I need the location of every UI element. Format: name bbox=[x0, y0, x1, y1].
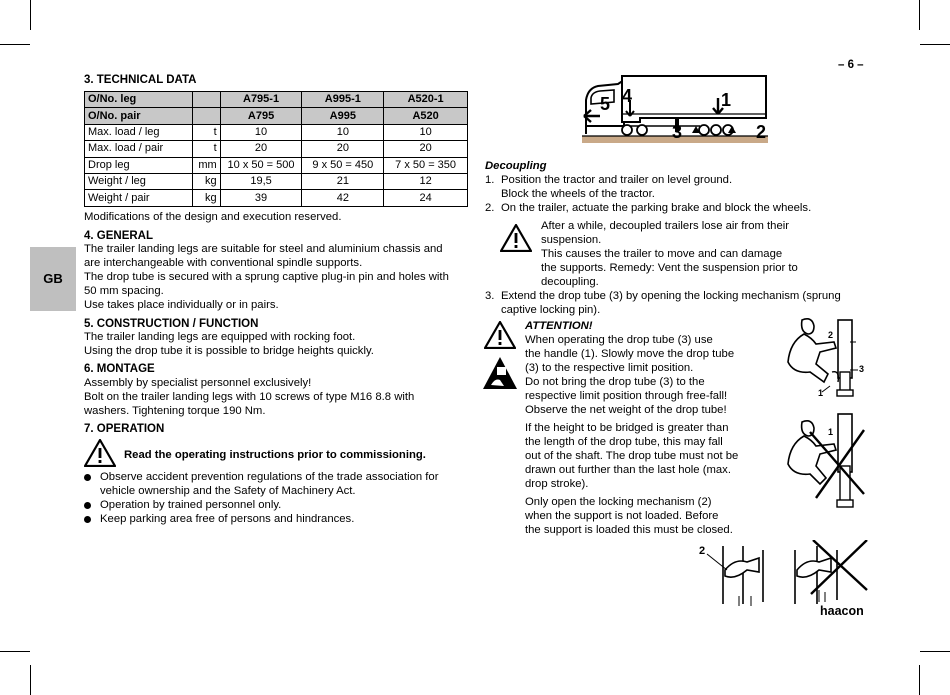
figure-label: 3 bbox=[859, 364, 865, 374]
figure-label: 1 bbox=[828, 427, 834, 437]
table-cell: 20 bbox=[220, 141, 302, 157]
table-cell: t bbox=[192, 141, 220, 157]
crop-mark bbox=[30, 0, 31, 30]
section-heading-montage: 6. MONTAGE bbox=[84, 363, 155, 375]
montage-text bbox=[84, 376, 474, 418]
attention-heading: ATTENTION! bbox=[525, 320, 593, 332]
table-cell bbox=[192, 92, 220, 108]
decoupling-heading: Decoupling bbox=[485, 160, 547, 172]
general-line: 50 mm spacing. bbox=[84, 285, 164, 297]
construction-line: The trailer landing legs are equipped with rocking foot. bbox=[84, 331, 356, 343]
crop-mark bbox=[920, 44, 950, 45]
table-cell: kg bbox=[192, 173, 220, 189]
table-cell: 10 bbox=[220, 124, 302, 140]
general-line: The drop tube is secured with a sprung captive plug-in pin and holes with bbox=[84, 271, 449, 283]
locking-line: when the support is not loaded. Before bbox=[525, 510, 719, 522]
list-item bbox=[84, 498, 474, 512]
table-cell: 7 x 50 = 350 bbox=[384, 157, 468, 173]
table-row bbox=[85, 173, 468, 189]
height-line: drop stroke). bbox=[525, 478, 589, 490]
warning-line: This causes the trailer to move and can damage bbox=[541, 248, 783, 260]
table-cell: Max. load / pair bbox=[85, 141, 193, 157]
table-cell: t bbox=[192, 124, 220, 140]
table-cell: 9 x 50 = 450 bbox=[302, 157, 384, 173]
height-text bbox=[525, 421, 775, 491]
table-cell: A995-1 bbox=[302, 92, 384, 108]
overextension-figure bbox=[780, 410, 870, 512]
bullet-line: Operation by trained personnel only. bbox=[100, 499, 282, 511]
step-number: 1. bbox=[485, 174, 495, 186]
construction-line: Using the drop tube it is possible to bridge heights quickly. bbox=[84, 345, 374, 357]
table-cell bbox=[192, 108, 220, 124]
table-cell: 10 bbox=[384, 124, 468, 140]
montage-line: washers. Tightening torque 190 Nm. bbox=[84, 405, 266, 417]
table-cell: A520-1 bbox=[384, 92, 468, 108]
operating-figure bbox=[780, 312, 870, 400]
table-cell: O/No. leg bbox=[85, 92, 193, 108]
attention-line: respective limit position through free-fall! bbox=[525, 390, 728, 402]
figure-label: 2 bbox=[828, 330, 834, 340]
crop-mark bbox=[919, 665, 920, 695]
table-cell: 24 bbox=[384, 190, 468, 206]
montage-line: Bolt on the trailer landing legs with 10 screws of type M16 8.8 with bbox=[84, 391, 415, 403]
height-line: the length of the drop tube, this may fall bbox=[525, 436, 723, 448]
page-number: – 6 – bbox=[838, 59, 864, 71]
table-cell: 20 bbox=[302, 141, 384, 157]
montage-line: Assembly by specialist personnel exclusively! bbox=[84, 377, 312, 389]
table-row bbox=[85, 124, 468, 140]
table-cell: 19,5 bbox=[220, 173, 302, 189]
table-cell: 20 bbox=[384, 141, 468, 157]
technical-data-table bbox=[84, 91, 468, 207]
locking-line: Only open the locking mechanism (2) bbox=[525, 496, 712, 508]
table-header-row bbox=[85, 92, 468, 108]
attention-line: the handle (1). Slowly move the drop tube bbox=[525, 348, 735, 360]
table-row bbox=[85, 190, 468, 206]
language-tab: GB bbox=[30, 247, 76, 311]
table-header-row bbox=[85, 108, 468, 124]
general-line: are interchangeable with conventional spindle supports. bbox=[84, 257, 363, 269]
table-cell: 21 bbox=[302, 173, 384, 189]
suspension-warning-text bbox=[541, 219, 871, 289]
step-line: Block the wheels of the tractor. bbox=[501, 188, 655, 200]
height-line: If the height to be bridged is greater than bbox=[525, 422, 729, 434]
table-cell: O/No. pair bbox=[85, 108, 193, 124]
table-cell: Weight / leg bbox=[85, 173, 193, 189]
step-number: 2. bbox=[485, 202, 495, 214]
truck-label-5: 5 bbox=[600, 94, 611, 114]
list-item bbox=[84, 470, 474, 498]
crop-mark bbox=[0, 44, 30, 45]
warning-line: After a while, decoupled trailers lose air from their bbox=[541, 220, 790, 232]
falling-load-icon bbox=[482, 356, 518, 394]
table-cell: 12 bbox=[384, 173, 468, 189]
bullet-icon bbox=[84, 502, 91, 509]
general-text bbox=[84, 242, 474, 312]
attention-text bbox=[525, 333, 775, 417]
locking-mechanism-figure bbox=[695, 540, 870, 608]
step-line: Position the tractor and trailer on level ground. bbox=[501, 174, 733, 186]
locking-text bbox=[525, 495, 775, 537]
table-row bbox=[85, 141, 468, 157]
table-cell: Drop leg bbox=[85, 157, 193, 173]
table-row bbox=[85, 157, 468, 173]
table-cell: mm bbox=[192, 157, 220, 173]
table-cell: Weight / pair bbox=[85, 190, 193, 206]
table-cell: 42 bbox=[302, 190, 384, 206]
bullet-line: vehicle ownership and the Safety of Machinery Act. bbox=[100, 485, 356, 497]
truck-label-3: 3 bbox=[672, 122, 683, 142]
step-text bbox=[501, 173, 881, 201]
section-heading-operation: 7. OPERATION bbox=[84, 423, 165, 435]
table-cell: kg bbox=[192, 190, 220, 206]
table-cell: A795 bbox=[220, 108, 302, 124]
locking-line: the support is loaded this must be closed. bbox=[525, 524, 733, 536]
attention-line: Observe the net weight of the drop tube! bbox=[525, 404, 727, 416]
height-line: drawn out further than the last hole (max. bbox=[525, 464, 731, 476]
table-cell: 10 bbox=[302, 124, 384, 140]
table-cell: Max. load / leg bbox=[85, 124, 193, 140]
height-line: out of the shaft. The drop tube must not be bbox=[525, 450, 739, 462]
step-line: Extend the drop tube (3) by opening the locking mechanism (sprung bbox=[501, 290, 841, 302]
warning-line: suspension. bbox=[541, 234, 602, 246]
truck-label-2: 2 bbox=[756, 122, 767, 142]
crop-mark bbox=[920, 651, 950, 652]
general-line: The trailer landing legs are suitable for steel and aluminium chassis and bbox=[84, 243, 443, 255]
truck-label-4: 4 bbox=[622, 86, 633, 106]
section-heading-general: 4. GENERAL bbox=[84, 230, 154, 242]
table-cell: 10 x 50 = 500 bbox=[220, 157, 302, 173]
figure-label: 1 bbox=[818, 388, 824, 398]
attention-line: When operating the drop tube (3) use bbox=[525, 334, 713, 346]
warning-icon bbox=[500, 224, 532, 252]
bullet-line: Observe accident prevention regulations of the trade association for bbox=[100, 471, 439, 483]
section-heading-construction: 5. CONSTRUCTION / FUNCTION bbox=[84, 318, 259, 330]
step-line: On the trailer, actuate the parking brake and block the wheels. bbox=[501, 202, 812, 214]
technical-data-note: Modifications of the design and execution reserved. bbox=[84, 211, 342, 223]
section-heading-technical-data: 3. TECHNICAL DATA bbox=[84, 74, 197, 86]
bullet-icon bbox=[84, 474, 91, 481]
figure-label: 2 bbox=[699, 545, 706, 557]
table-cell: A520 bbox=[384, 108, 468, 124]
bullet-line: Keep parking area free of persons and hindrances. bbox=[100, 513, 355, 525]
general-line: Use takes place individually or in pairs. bbox=[84, 299, 279, 311]
attention-line: (3) to the respective limit position. bbox=[525, 362, 694, 374]
warning-line: the supports. Remedy: Vent the suspension prior to bbox=[541, 262, 798, 274]
operation-warning-text: Read the operating instructions prior to commissioning. bbox=[124, 449, 426, 461]
crop-mark bbox=[30, 665, 31, 695]
warning-line: decoupling. bbox=[541, 276, 599, 288]
step-line: captive locking pin). bbox=[501, 304, 601, 316]
table-cell: 39 bbox=[220, 190, 302, 206]
table-cell: A995 bbox=[302, 108, 384, 124]
bullet-icon bbox=[84, 516, 91, 523]
crop-mark bbox=[0, 651, 30, 652]
warning-icon bbox=[484, 321, 516, 349]
brand-logo: haacon bbox=[820, 604, 864, 618]
step-number: 3. bbox=[485, 290, 495, 302]
crop-mark bbox=[919, 0, 920, 30]
truck-label-1: 1 bbox=[721, 90, 732, 110]
warning-icon bbox=[84, 439, 116, 467]
construction-text bbox=[84, 330, 474, 358]
truck-illustration bbox=[580, 70, 770, 146]
table-cell: A795-1 bbox=[220, 92, 302, 108]
list-item bbox=[84, 512, 474, 526]
attention-line: Do not bring the drop tube (3) to the bbox=[525, 376, 705, 388]
step-text bbox=[501, 201, 891, 215]
